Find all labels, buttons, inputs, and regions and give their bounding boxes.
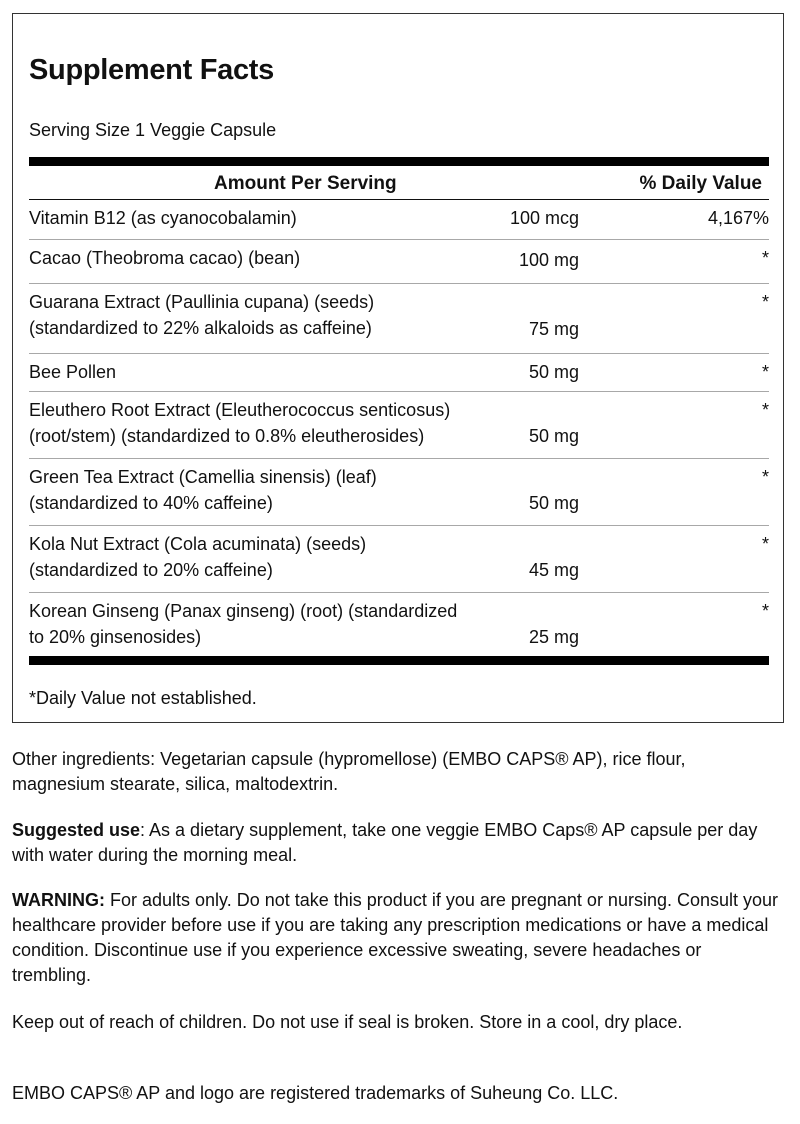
nutrient-amount: 50 mg — [528, 493, 579, 513]
nutrient-daily-value: 4,167% — [707, 208, 769, 228]
nutrient-daily-value: * — [761, 534, 769, 554]
nutrient-row — [29, 240, 769, 284]
storage-note: Keep out of reach of children. Do not use if seal is broken. Store in a cool, dry place. — [12, 1012, 683, 1032]
other-ingredients: Other ingredients: Vegetarian capsule (hypromellose) (EMBO CAPS® AP), rice flour, magnesium stearate, silica, maltodextrin. — [12, 749, 686, 794]
trademark-note: EMBO CAPS® AP and logo are registered trademarks of Suheung Co. LLC. — [12, 1083, 619, 1103]
nutrient-daily-value: * — [761, 248, 769, 268]
nutrient-row — [29, 354, 769, 392]
warning-text: For adults only. Do not take this product if you are pregnant or nursing. Consult your healthcare provider before use if you are taking any prescription medications or have a medical condition. Discontinue use if you experience excessive sweating, severe headaches or trembling. — [12, 890, 779, 985]
thick-divider-bottom — [29, 656, 769, 665]
thick-divider-top — [29, 157, 769, 166]
nutrient-row — [29, 284, 769, 354]
column-header-row — [29, 166, 769, 200]
nutrient-row — [29, 200, 769, 240]
daily-value-header: % Daily Value — [639, 173, 762, 194]
nutrient-daily-value: * — [761, 362, 769, 382]
suggested-use-label: Suggested use — [12, 820, 141, 840]
nutrient-row — [29, 459, 769, 526]
warning-label: WARNING: — [12, 890, 105, 910]
nutrient-name: Vitamin B12 (as cyanocobalamin) — [29, 208, 297, 228]
nutrient-daily-value: * — [761, 292, 769, 312]
suggested-use-text: : As a dietary supplement, take one veggie EMBO Caps® AP capsule per day with water during the morning meal. — [12, 820, 758, 865]
nutrient-name: Eleuthero Root Extract (Eleutherococcus senticosus) (root/stem) (standardized to 0.8% eleutherosides) — [29, 400, 451, 446]
nutrient-amount: 100 mcg — [509, 208, 579, 228]
nutrient-name: Korean Ginseng (Panax ginseng) (root) (standardized to 20% ginsenosides) — [29, 601, 458, 647]
nutrient-name: Kola Nut Extract (Cola acuminata) (seeds) (standardized to 20% caffeine) — [29, 534, 367, 580]
nutrient-row — [29, 392, 769, 459]
nutrient-amount: 45 mg — [528, 560, 579, 580]
serving-size: Serving Size 1 Veggie Capsule — [29, 120, 277, 140]
warning — [12, 888, 782, 988]
nutrient-amount: 100 mg — [518, 250, 579, 270]
nutrient-name: Green Tea Extract (Camellia sinensis) (leaf) (standardized to 40% caffeine) — [29, 467, 377, 513]
supplement-facts-panel — [12, 13, 784, 723]
nutrient-daily-value: * — [761, 467, 769, 487]
nutrient-daily-value: * — [761, 400, 769, 420]
nutrient-amount: 25 mg — [528, 627, 579, 647]
nutrient-name: Guarana Extract (Paullinia cupana) (seeds) (standardized to 22% alkaloids as caffeine) — [29, 292, 375, 338]
nutrient-daily-value: * — [761, 601, 769, 621]
nutrient-amount: 75 mg — [528, 319, 579, 339]
suggested-use — [12, 818, 782, 868]
panel-title: Supplement Facts — [29, 54, 274, 86]
nutrient-row — [29, 593, 769, 656]
nutrient-row — [29, 526, 769, 593]
nutrient-amount: 50 mg — [528, 426, 579, 446]
nutrient-name: Cacao (Theobroma cacao) (bean) — [29, 248, 301, 268]
amount-per-serving-header: Amount Per Serving — [214, 173, 397, 194]
daily-value-footnote: *Daily Value not established. — [29, 688, 257, 708]
nutrient-name: Bee Pollen — [29, 362, 117, 382]
nutrient-amount: 50 mg — [528, 362, 579, 382]
